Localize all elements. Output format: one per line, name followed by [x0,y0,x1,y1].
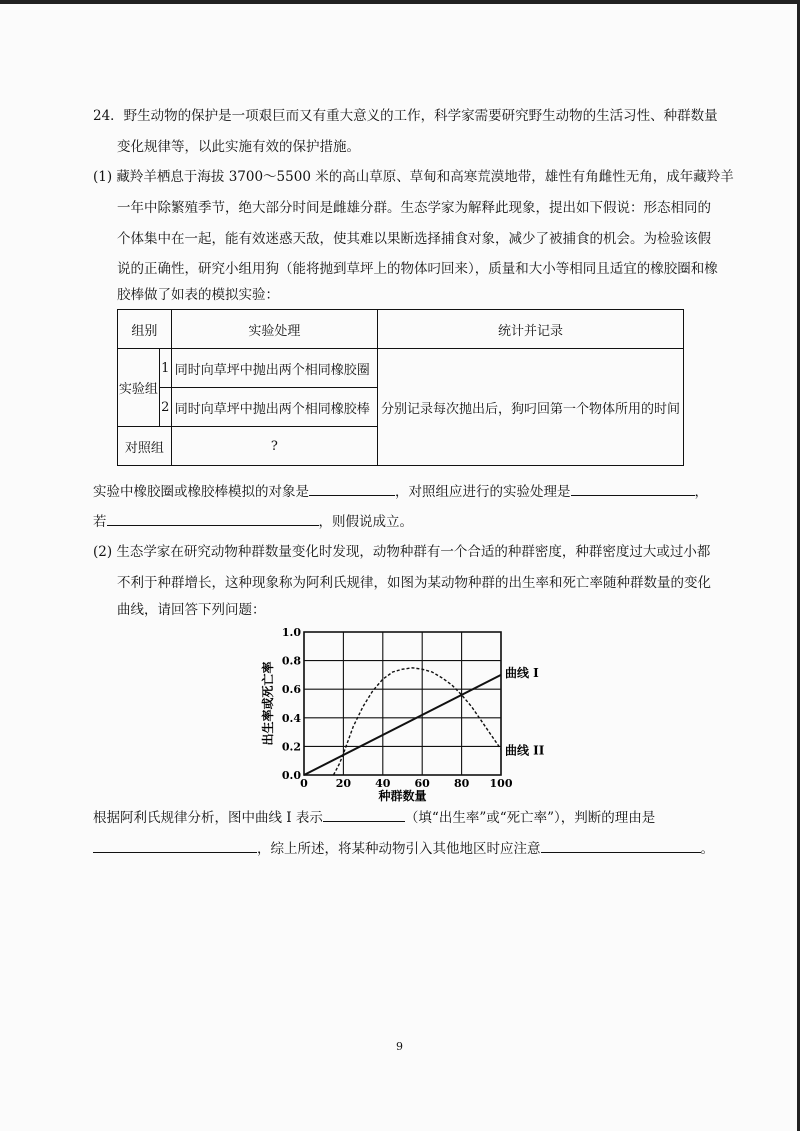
q1-text-c: ， [694,484,708,500]
q1-line1 [93,481,708,502]
table-row1-num: 1 [159,349,171,388]
table-control-group: 对照组 [118,427,172,466]
series-line-1 [304,675,501,775]
q2-blank-3[interactable] [541,838,701,853]
q1-text-b: ，对照组应进行的实验处理是 [395,484,571,500]
page-top-border [0,0,800,4]
x-tick-label: 0 [300,777,308,790]
q1-blank-2[interactable] [571,481,695,496]
x-tick-label: 20 [335,777,352,790]
x-tick-label: 100 [489,777,513,790]
chart-plot-frame [304,632,501,775]
y-tick-label: 0.2 [281,740,301,754]
q2-text-b: （填“出生率”或“死亡率”），判断的理由是 [404,810,656,826]
q2-line1 [93,807,655,828]
x-tick-label: 40 [375,777,391,790]
y-tick-label: 1.0 [281,626,301,639]
q1-blank-1[interactable] [309,481,395,496]
x-tick-label: 60 [414,777,430,790]
part1-line2: 一年中除繁殖季节，绝大部分时间是雌雄分群。生态学家为解释此现象，提出如下假说：形态相同的 [117,200,711,216]
y-tick-label: 0.6 [281,683,301,697]
part2-line2: 不利于种群增长，这种现象称为阿利氏规律，如图为某动物种群的出生率和死亡率随种群数量的变化 [117,575,711,591]
table-control-treatment: ? [171,427,377,466]
part1-line1: (1) 藏羚羊栖息于海拔 3700～5500 米的高山草原、草甸和高寒荒漠地带，雄性有角雌性无角，成年藏羚羊 [93,169,734,185]
page-number: 9 [396,1040,403,1053]
table-header-record: 统计并记录 [377,310,683,349]
part1-line3: 个体集中在一起，能有效迷惑天敌，使其难以果断选择捕食对象，减少了被捕食的机会。为检验该假 [117,231,711,247]
experiment-table [117,309,684,466]
part1-line4: 说的正确性，研究小组用狗（能将抛到草坪上的物体叼回来），质量和大小等相同且适宜的橡胶圈和橡 [117,261,718,277]
series-line-2 [334,668,502,775]
x-axis-label: 种群数量 [378,789,427,803]
q2-text-d: 。 [700,841,714,857]
question-intro-line2: 变化规律等，以此实施有效的保护措施。 [117,139,360,155]
q1-line2 [93,511,413,532]
q2-line2 [93,838,714,859]
question-intro-line1: 24．野生动物的保护是一项艰巨而又有重大意义的工作，科学家需要研究野生动物的生活习性、种群数量 [93,108,718,124]
table-record: 分别记录每次抛出后，狗叼回第一个物体所用的时间 [377,349,683,466]
y-tick-label: 0.8 [281,654,301,668]
table-header-group: 组别 [118,310,172,349]
table-header-treatment: 实验处理 [171,310,377,349]
y-axis-label: 出生率或死亡率 [261,661,275,746]
q1-text-e: ，则假说成立。 [318,514,413,530]
chart-svg [258,618,558,808]
q2-text-c: ，综上所述，将某种动物引入其他地区时应注意 [257,841,541,857]
series-label-2: 曲线 II [505,743,545,758]
y-tick-label: 0.4 [281,711,301,725]
q1-text-a: 实验中橡胶圈或橡胶棒模拟的对象是 [93,484,309,500]
q2-blank-1[interactable] [323,807,405,822]
q1-blank-3[interactable] [107,511,319,526]
part2-line1: (2) 生态学家在研究动物种群数量变化时发现，动物种群有一个合适的种群密度，种群密度过大或过小都 [93,544,711,560]
part2-line3: 曲线，请回答下列问题： [117,602,266,618]
table-row1-treatment: 同时向草坪中抛出两个相同橡胶圈 [171,349,377,388]
series-label-1: 曲线 I [505,665,539,680]
part1-line5: 胶棒做了如表的模拟实验： [117,287,279,303]
birth-death-rate-chart [258,618,558,808]
q2-blank-2[interactable] [93,838,257,853]
table-row2-num: 2 [159,388,171,427]
q2-text-a: 根据阿利氏规律分析，图中曲线 I 表示 [93,810,323,826]
q1-text-d: 若 [93,514,107,530]
table-exp-group: 实验组 [118,349,160,427]
table-row2-treatment: 同时向草坪中抛出两个相同橡胶棒 [171,388,377,427]
y-tick-label: 0.0 [281,769,301,782]
x-tick-label: 80 [453,777,470,790]
